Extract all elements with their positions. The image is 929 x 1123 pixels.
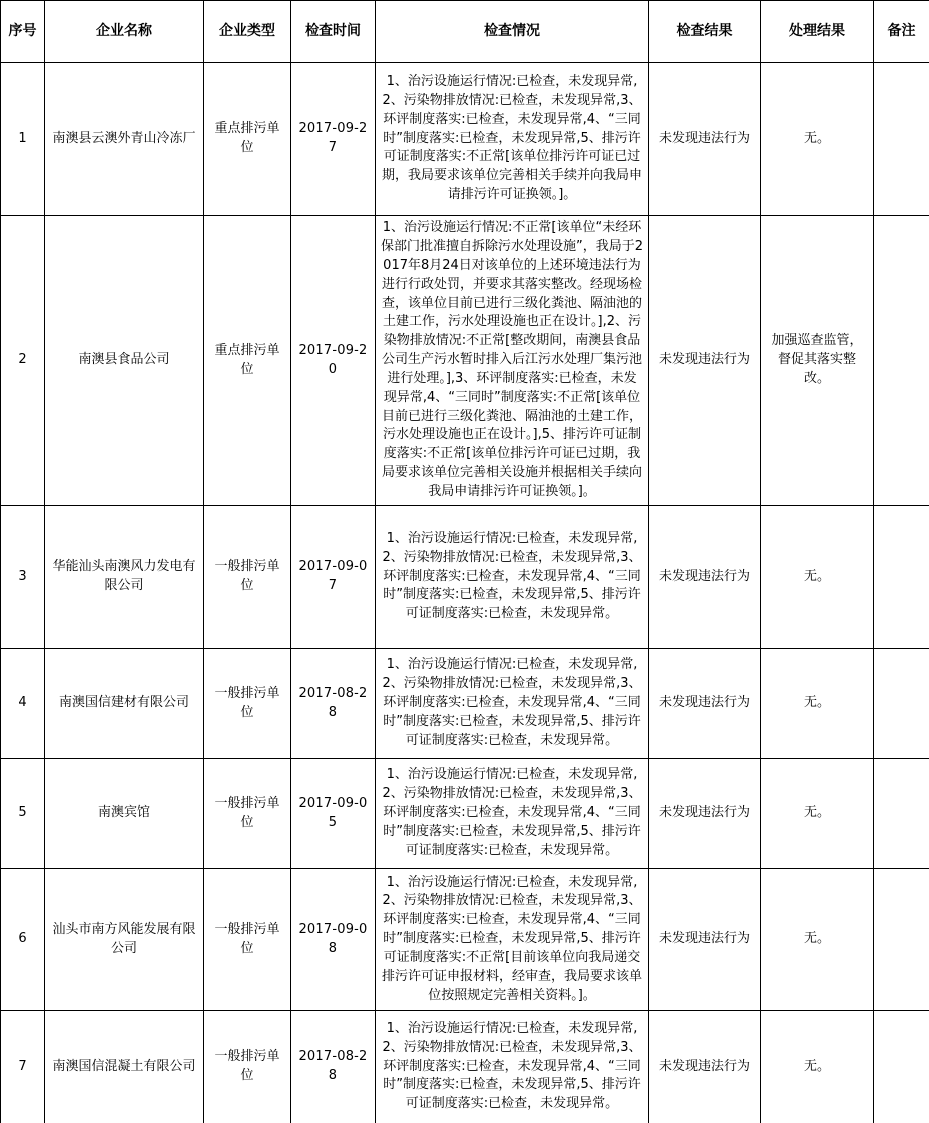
cell-inspection-date: 2017-08-28 (291, 1011, 376, 1123)
cell-inspection-details: 1、治污设施运行情况:不正常[该单位“未经环保部门批准擅自拆除污水处理设施”，我局于2017年8月24日对该单位的上述环境违法行为进行行政处罚，并要求其落实整改。经现场检查，该单位目前已进行三级化粪池、隔油池的土建工作，污水处理设施也正在设计。],2、污染物排放情况:不正常[整改期间，南澳县食品公司生产污水暂时排入后江污水处理厂集污池进行处理。],3、环评制度落实:已检查，未发现异常,4、“三同时”制度落实:不正常[该单位目前已进行三级化粪池、隔油池的土建工作，污水处理设施也正在设计。],5、排污许可证制度落实:不正常[该单位排污许可证已过期，我局要求该单位完善相关设施并根据相关手续向我局申请排污许可证换领。]。 (376, 216, 649, 506)
cell-company-name: 南澳县食品公司 (45, 216, 204, 506)
table-row (1, 759, 929, 869)
table-header-row (1, 1, 929, 63)
cell-inspection-result: 未发现违法行为 (649, 1011, 761, 1123)
header-inspection-date: 检查时间 (291, 1, 376, 63)
header-serial-no: 序号 (1, 1, 45, 63)
cell-handling-result: 无。 (761, 506, 874, 649)
cell-serial-no: 1 (1, 63, 45, 216)
cell-inspection-date: 2017-09-07 (291, 506, 376, 649)
cell-company-type: 重点排污单位 (204, 216, 291, 506)
cell-inspection-result: 未发现违法行为 (649, 63, 761, 216)
cell-inspection-details: 1、治污设施运行情况:已检查，未发现异常,2、污染物排放情况:已检查，未发现异常,3、环评制度落实:已检查，未发现异常,4、“三同时”制度落实:已检查，未发现异常,5、排污许可证制度落实:已检查，未发现异常。 (376, 1011, 649, 1123)
cell-inspection-date: 2017-09-08 (291, 869, 376, 1011)
cell-remark (874, 869, 929, 1011)
cell-company-name: 汕头市南方风能发展有限公司 (45, 869, 204, 1011)
cell-inspection-details: 1、治污设施运行情况:已检查，未发现异常,2、污染物排放情况:已检查，未发现异常,3、环评制度落实:已检查，未发现异常,4、“三同时”制度落实:已检查，未发现异常,5、排污许可证制度落实:不正常[目前该单位向我局递交排污许可证申报材料，经审查，我局要求该单位按照规定完善相关资料。]。 (376, 869, 649, 1011)
cell-inspection-result: 未发现违法行为 (649, 649, 761, 759)
cell-remark (874, 216, 929, 506)
cell-handling-result: 加强巡查监管，督促其落实整改。 (761, 216, 874, 506)
cell-serial-no: 5 (1, 759, 45, 869)
cell-company-type: 一般排污单位 (204, 649, 291, 759)
cell-inspection-date: 2017-08-28 (291, 649, 376, 759)
cell-serial-no: 2 (1, 216, 45, 506)
cell-inspection-result: 未发现违法行为 (649, 216, 761, 506)
cell-company-name: 南澳县云澳外青山冷冻厂 (45, 63, 204, 216)
cell-serial-no: 3 (1, 506, 45, 649)
header-handling-result: 处理结果 (761, 1, 874, 63)
cell-inspection-date: 2017-09-20 (291, 216, 376, 506)
cell-inspection-result: 未发现违法行为 (649, 506, 761, 649)
cell-company-type: 重点排污单位 (204, 63, 291, 216)
cell-company-type: 一般排污单位 (204, 869, 291, 1011)
table-row (1, 216, 929, 506)
cell-company-name: 南澳国信混凝土有限公司 (45, 1011, 204, 1123)
cell-serial-no: 6 (1, 869, 45, 1011)
header-inspection-details: 检查情况 (376, 1, 649, 63)
cell-inspection-details: 1、治污设施运行情况:已检查，未发现异常,2、污染物排放情况:已检查，未发现异常,3、环评制度落实:已检查，未发现异常,4、“三同时”制度落实:已检查，未发现异常,5、排污许可证制度落实:已检查，未发现异常。 (376, 649, 649, 759)
cell-handling-result: 无。 (761, 759, 874, 869)
cell-inspection-result: 未发现违法行为 (649, 869, 761, 1011)
cell-remark (874, 63, 929, 216)
cell-handling-result: 无。 (761, 63, 874, 216)
cell-handling-result: 无。 (761, 869, 874, 1011)
cell-handling-result: 无。 (761, 649, 874, 759)
cell-remark (874, 649, 929, 759)
cell-remark (874, 1011, 929, 1123)
cell-inspection-date: 2017-09-27 (291, 63, 376, 216)
cell-remark (874, 506, 929, 649)
table-row (1, 63, 929, 216)
cell-serial-no: 4 (1, 649, 45, 759)
table-row (1, 869, 929, 1011)
header-company-name: 企业名称 (45, 1, 204, 63)
table-row (1, 649, 929, 759)
cell-company-name: 南澳国信建材有限公司 (45, 649, 204, 759)
header-company-type: 企业类型 (204, 1, 291, 63)
cell-inspection-result: 未发现违法行为 (649, 759, 761, 869)
cell-company-type: 一般排污单位 (204, 506, 291, 649)
cell-inspection-date: 2017-09-05 (291, 759, 376, 869)
cell-serial-no: 7 (1, 1011, 45, 1123)
cell-inspection-details: 1、治污设施运行情况:已检查，未发现异常,2、污染物排放情况:已检查，未发现异常,3、环评制度落实:已检查，未发现异常,4、“三同时”制度落实:已检查，未发现异常,5、排污许可证制度落实:已检查，未发现异常。 (376, 506, 649, 649)
cell-company-name: 华能汕头南澳风力发电有限公司 (45, 506, 204, 649)
header-remark: 备注 (874, 1, 929, 63)
cell-company-type: 一般排污单位 (204, 1011, 291, 1123)
cell-company-name: 南澳宾馆 (45, 759, 204, 869)
table-row (1, 506, 929, 649)
cell-remark (874, 759, 929, 869)
cell-inspection-details: 1、治污设施运行情况:已检查，未发现异常,2、污染物排放情况:已检查，未发现异常,3、环评制度落实:已检查，未发现异常,4、“三同时”制度落实:已检查，未发现异常,5、排污许可证制度落实:不正常[该单位排污许可证已过期，我局要求该单位完善相关手续并向我局申请排污许可证换领。]。 (376, 63, 649, 216)
header-inspection-result: 检查结果 (649, 1, 761, 63)
cell-company-type: 一般排污单位 (204, 759, 291, 869)
table-row (1, 1011, 929, 1123)
cell-inspection-details: 1、治污设施运行情况:已检查，未发现异常,2、污染物排放情况:已检查，未发现异常,3、环评制度落实:已检查，未发现异常,4、“三同时”制度落实:已检查，未发现异常,5、排污许可证制度落实:已检查，未发现异常。 (376, 759, 649, 869)
cell-handling-result: 无。 (761, 1011, 874, 1123)
